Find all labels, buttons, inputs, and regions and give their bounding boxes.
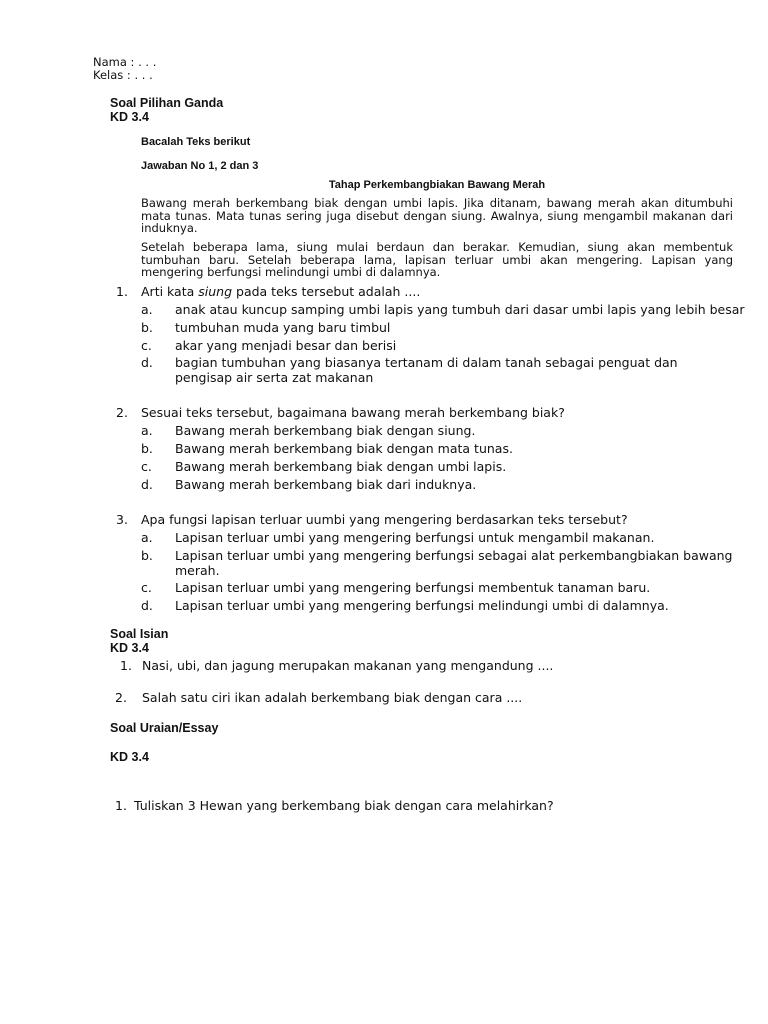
question-text: Sesuai teks tersebut, bagaimana bawang merah berkembang biak? (141, 405, 565, 420)
question-number: 2. (116, 405, 128, 420)
question-italic-word: siung (198, 284, 233, 299)
question-number: 3. (116, 512, 128, 527)
section-title-isian: Soal Isian (110, 627, 169, 641)
nama-field: Nama : . . . (93, 55, 157, 69)
option-text: Bawang merah berkembang biak dengan siung. (175, 423, 476, 438)
question-number: 1. (116, 284, 128, 299)
option-text: akar yang menjadi besar dan berisi (175, 338, 397, 353)
option-letter: b. (141, 548, 153, 563)
reading-paragraph: Bawang merah berkembang biak dengan umbi lapis. Jika ditanam, bawang merah akan ditumbuhi mata tunas. Mata tunas sering juga disebut dengan siung. Awalnya, siung mengambil makanan dari induknya. (141, 196, 733, 235)
option-letter: b. (141, 441, 153, 456)
question-text: Arti kata siung pada teks tersebut adalah .... (141, 284, 421, 299)
option-letter: a. (141, 423, 153, 438)
option-letter: c. (141, 459, 152, 474)
reading-paragraph: Setelah beberapa lama, siung mulai berdaun dan berakar. Kemudian, siung akan membentuk tumbuhan baru. Setelah beberapa lama, lapisan terluar umbi akan mengering. Lapisan yang mengering berfungsi melindungi umbi di dalamnya. (141, 240, 733, 279)
option-letter: c. (141, 338, 152, 353)
option-letter: c. (141, 580, 152, 595)
option-text: anak atau kuncup samping umbi lapis yang tumbuh dari dasar umbi lapis yang lebih besar (175, 302, 745, 317)
question-text: Nasi, ubi, dan jagung merupakan makanan yang mengandung .... (142, 658, 554, 673)
reading-text-title: Tahap Perkembangbiakan Bawang Merah (328, 179, 546, 191)
option-text: bagian tumbuhan yang biasanya tertanam di dalam tanah sebagai penguat dan pengisap air serta zat makanan (175, 355, 678, 385)
question-text: Salah satu ciri ikan adalah berkembang biak dengan cara .... (142, 690, 523, 705)
option-letter: d. (141, 477, 153, 492)
option-text: Bawang merah berkembang biak dari induknya. (175, 477, 477, 492)
question-number: 1. (120, 658, 132, 673)
reading-instruction: Bacalah Teks berikut (141, 136, 251, 148)
section-title-pilihan-ganda: Soal Pilihan Ganda (110, 96, 224, 110)
option-letter: d. (141, 598, 153, 613)
section-kd-isian: KD 3.4 (110, 641, 149, 655)
question-text: Tuliskan 3 Hewan yang berkembang biak dengan cara melahirkan? (134, 798, 554, 813)
option-letter: d. (141, 355, 153, 370)
option-text: tumbuhan muda yang baru timbul (175, 320, 391, 335)
answer-instruction: Jawaban No 1, 2 dan 3 (141, 160, 259, 172)
kelas-field: Kelas : . . . (93, 68, 153, 82)
option-text: Lapisan terluar umbi yang mengering berfungsi melindungi umbi di dalamnya. (175, 598, 669, 613)
option-text: Lapisan terluar umbi yang mengering berfungsi membentuk tanaman baru. (175, 580, 651, 595)
option-letter: a. (141, 302, 153, 317)
option-text: Lapisan terluar umbi yang mengering berfungsi untuk mengambil makanan. (175, 530, 655, 545)
section-title-essay: Soal Uraian/Essay (110, 721, 219, 735)
option-text: Lapisan terluar umbi yang mengering berfungsi sebagai alat perkembangbiakan bawang merah. (175, 548, 733, 578)
question-number: 2. (115, 690, 127, 705)
option-text: Bawang merah berkembang biak dengan umbi lapis. (175, 459, 507, 474)
question-text: Apa fungsi lapisan terluar uumbi yang mengering berdasarkan teks tersebut? (141, 512, 628, 527)
option-letter: a. (141, 530, 153, 545)
section-kd-essay: KD 3.4 (110, 750, 149, 764)
option-letter: b. (141, 320, 153, 335)
section-kd-pilihan-ganda: KD 3.4 (110, 110, 149, 124)
option-text: Bawang merah berkembang biak dengan mata tunas. (175, 441, 513, 456)
question-number: 1. (115, 798, 127, 813)
